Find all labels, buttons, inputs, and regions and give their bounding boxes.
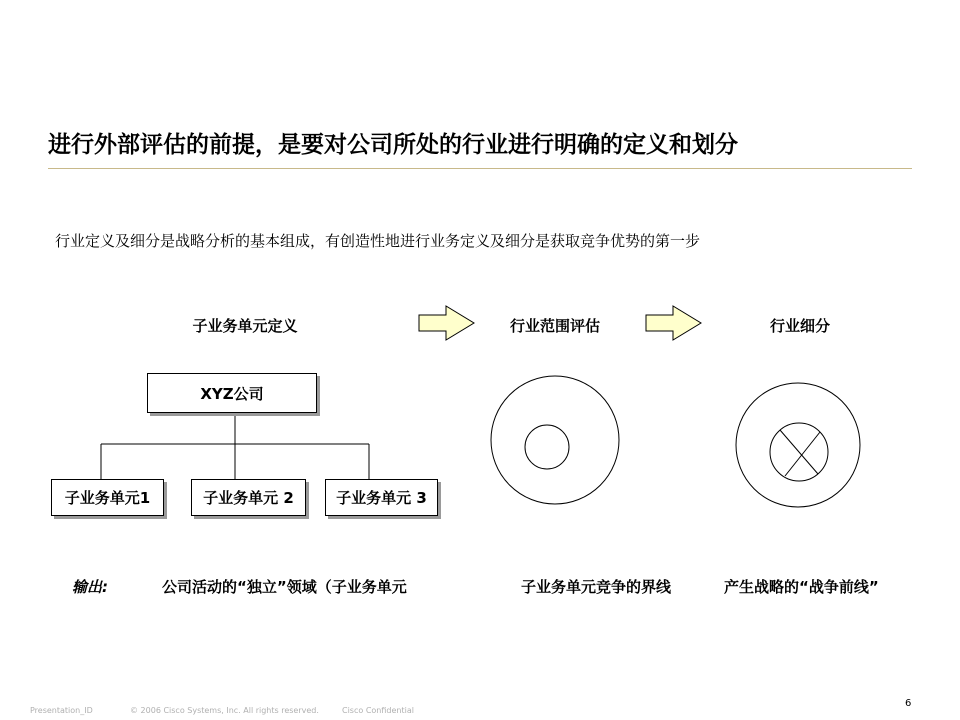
step-label-industry-scope: 行业范围评估	[509, 317, 600, 335]
step-label-bu-definition: 子业务单元定义	[192, 317, 298, 335]
org-root-box	[147, 373, 317, 413]
scope-inner-circle	[525, 425, 569, 469]
footer-confidential: Cisco Confidential	[342, 706, 414, 715]
output-left-text: 公司活动的“独立”领域（子业务单元	[162, 578, 407, 596]
output-left-text-overlap: 子业务单元竞争的界线	[521, 578, 672, 596]
org-child-box	[325, 479, 438, 516]
org-root-label: XYZ公司	[200, 384, 264, 403]
footer-copyright: © 2006 Cisco Systems, Inc. All rights reserved.	[130, 706, 319, 715]
subtitle: 行业定义及细分是战略分析的基本组成，有创造性地进行业务定义及细分是获取竞争优势的第一步	[55, 232, 701, 250]
arrow-right-icon	[646, 306, 701, 340]
arrow-right-icon	[419, 306, 474, 340]
org-child-label: 子业务单元 3	[336, 489, 427, 507]
org-child-label: 子业务单元1	[64, 489, 151, 507]
page-title: 进行外部评估的前提，是要对公司所处的行业进行明确的定义和划分	[48, 132, 738, 158]
page-number: 6	[905, 698, 912, 709]
output-label: 输出:	[72, 578, 108, 596]
footer-presentation-id: Presentation_ID	[30, 706, 93, 715]
output-right-text: 产生战略的“战争前线”	[724, 578, 879, 596]
org-child-label: 子业务单元 2	[203, 489, 294, 507]
org-child-box	[51, 479, 164, 516]
step-label-industry-segmentation: 行业细分	[769, 317, 830, 335]
org-child-box	[191, 479, 306, 516]
